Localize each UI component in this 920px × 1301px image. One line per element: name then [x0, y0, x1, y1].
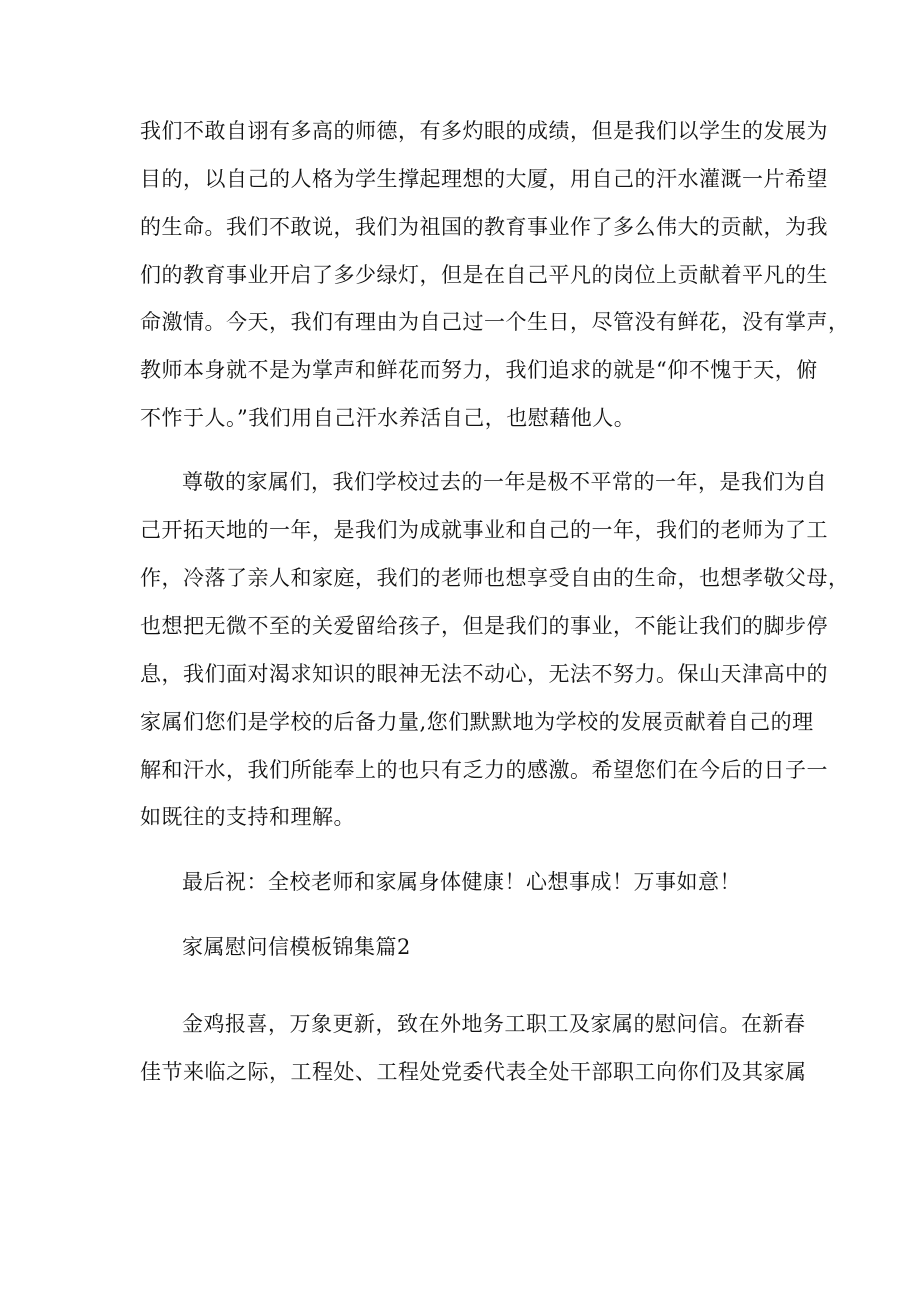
paragraph-line: 命激情。今天，我们有理由为自己过一个生日，尽管没有鲜花，没有掌声，: [140, 310, 850, 334]
paragraph-line: 解和汗水，我们所能奉上的也只有乏力的感激。希望您们在今后的日子一: [140, 758, 828, 782]
closing-wishes: 最后祝：全校老师和家属身体健康！心想事成！万事如意！: [182, 870, 741, 894]
section-heading: 家属慰问信模板锦集篇2: [182, 935, 411, 959]
paragraph-line: 们的教育事业开启了多少绿灯，但是在自己平凡的岗位上贡献着平凡的生: [140, 263, 828, 287]
paragraph-line: 如既往的支持和理解。: [140, 805, 355, 829]
paragraph-line: 金鸡报喜，万象更新，致在外地务工职工及家属的慰问信。在新春: [182, 1012, 806, 1036]
paragraph-line: 也想把无微不至的关爱留给孩子，但是我们的事业，不能让我们的脚步停: [140, 614, 828, 638]
paragraph-line: 作，冷落了亲人和家庭，我们的老师也想享受自由的生命，也想孝敬父母，: [140, 566, 850, 590]
paragraph-line: 尊敬的家属们，我们学校过去的一年是极不平常的一年，是我们为自: [182, 470, 827, 494]
paragraph-line: 目的，以自己的人格为学生撑起理想的大厦，用自己的汗水灌溉一片希望: [140, 167, 828, 191]
paragraph-line: 不怍于人。”我们用自己汗水养活自己，也慰藉他人。: [140, 406, 636, 430]
paragraph-line: 佳节来临之际，工程处、工程处党委代表全处干部职工向你们及其家属: [140, 1060, 807, 1084]
paragraph-line: 家属们您们是学校的后备力量,您们默默地为学校的发展贡献着自己的理: [140, 710, 814, 734]
paragraph-line: 息，我们面对渴求知识的眼神无法不动心，无法不努力。保山天津高中的: [140, 662, 828, 686]
paragraph-line: 教师本身就不是为掌声和鲜花而努力，我们追求的就是“仰不愧于天，俯: [140, 358, 818, 382]
paragraph-line: 的生命。我们不敢说，我们为祖国的教育事业作了多么伟大的贡献，为我: [140, 215, 828, 239]
paragraph-line: 己开拓天地的一年，是我们为成就事业和自己的一年，我们的老师为了工: [140, 518, 828, 542]
paragraph-line: 我们不敢自诩有多高的师德，有多灼眼的成绩，但是我们以学生的发展为: [140, 119, 828, 143]
